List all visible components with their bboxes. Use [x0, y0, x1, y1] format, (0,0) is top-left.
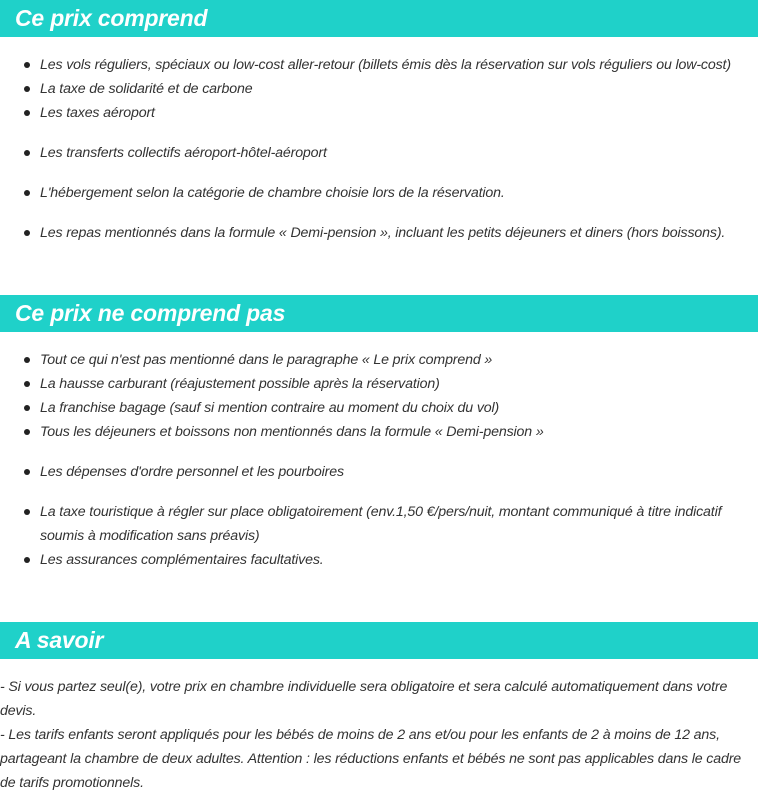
bullet-icon [24, 429, 30, 435]
list-item: Les repas mentionnés dans la formule « Demi-pension », incluant les petits déjeuners et diners (hors boissons). [40, 221, 758, 245]
section-header-excluded [0, 295, 758, 332]
bullet-icon [24, 150, 30, 156]
info-paragraph: - Si vous partez seul(e), votre prix en chambre individuelle sera obligatoire et sera calculé automatiquement dans votre devis. [0, 679, 728, 719]
list-item: Tout ce qui n'est pas mentionné dans le paragraphe « Le prix comprend » [40, 348, 758, 372]
bullet-icon [24, 230, 30, 236]
list-item: L'hébergement selon la catégorie de chambre choisie lors de la réservation. [40, 181, 758, 205]
bullet-icon [24, 509, 30, 515]
list-item: Les dépenses d'ordre personnel et les pourboires [40, 460, 758, 484]
bullet-icon [24, 110, 30, 116]
bullet-icon [24, 405, 30, 411]
list-item: Les taxes aéroport [40, 101, 758, 125]
info-paragraph: - Les tarifs enfants seront appliqués pour les bébés de moins de 2 ans et/ou pour les enfants de 2 à moins de 12 ans, partageant la chambre de deux adultes. Attention : les réductions enfants et bébés ne sont pas applicables dans le cadre de tarifs promotionnels. [0, 727, 742, 791]
list-item: La taxe de solidarité et de carbone [40, 77, 758, 101]
bullet-icon [24, 357, 30, 363]
list-item: Les assurances complémentaires facultatives. [40, 548, 758, 572]
list-item: Tous les déjeuners et boissons non mentionnés dans la formule « Demi-pension » [40, 420, 758, 444]
section-title-included: Ce prix comprend [15, 5, 208, 31]
bullet-icon [24, 62, 30, 68]
bullet-icon [24, 190, 30, 196]
list-item: La taxe touristique à régler sur place obligatoirement (env.1,50 €/pers/nuit, montant communiqué à titre indicatif soumis à modification sans préavis) [40, 500, 758, 548]
section-title-excluded: Ce prix ne comprend pas [15, 300, 286, 326]
list-item: Les transferts collectifs aéroport-hôtel-aéroport [40, 141, 758, 165]
list-item: La franchise bagage (sauf si mention contraire au moment du choix du vol) [40, 396, 758, 420]
bullet-icon [24, 557, 30, 563]
list-item: La hausse carburant (réajustement possible après la réservation) [40, 372, 758, 396]
section-title-info: A savoir [15, 627, 104, 653]
bullet-icon [24, 86, 30, 92]
section-header-info [0, 622, 758, 659]
section-header-included [0, 0, 758, 37]
list-item: Les vols réguliers, spéciaux ou low-cost aller-retour (billets émis dès la réservation sur vols réguliers ou low-cost) [40, 53, 758, 77]
bullet-icon [24, 469, 30, 475]
bullet-icon [24, 381, 30, 387]
